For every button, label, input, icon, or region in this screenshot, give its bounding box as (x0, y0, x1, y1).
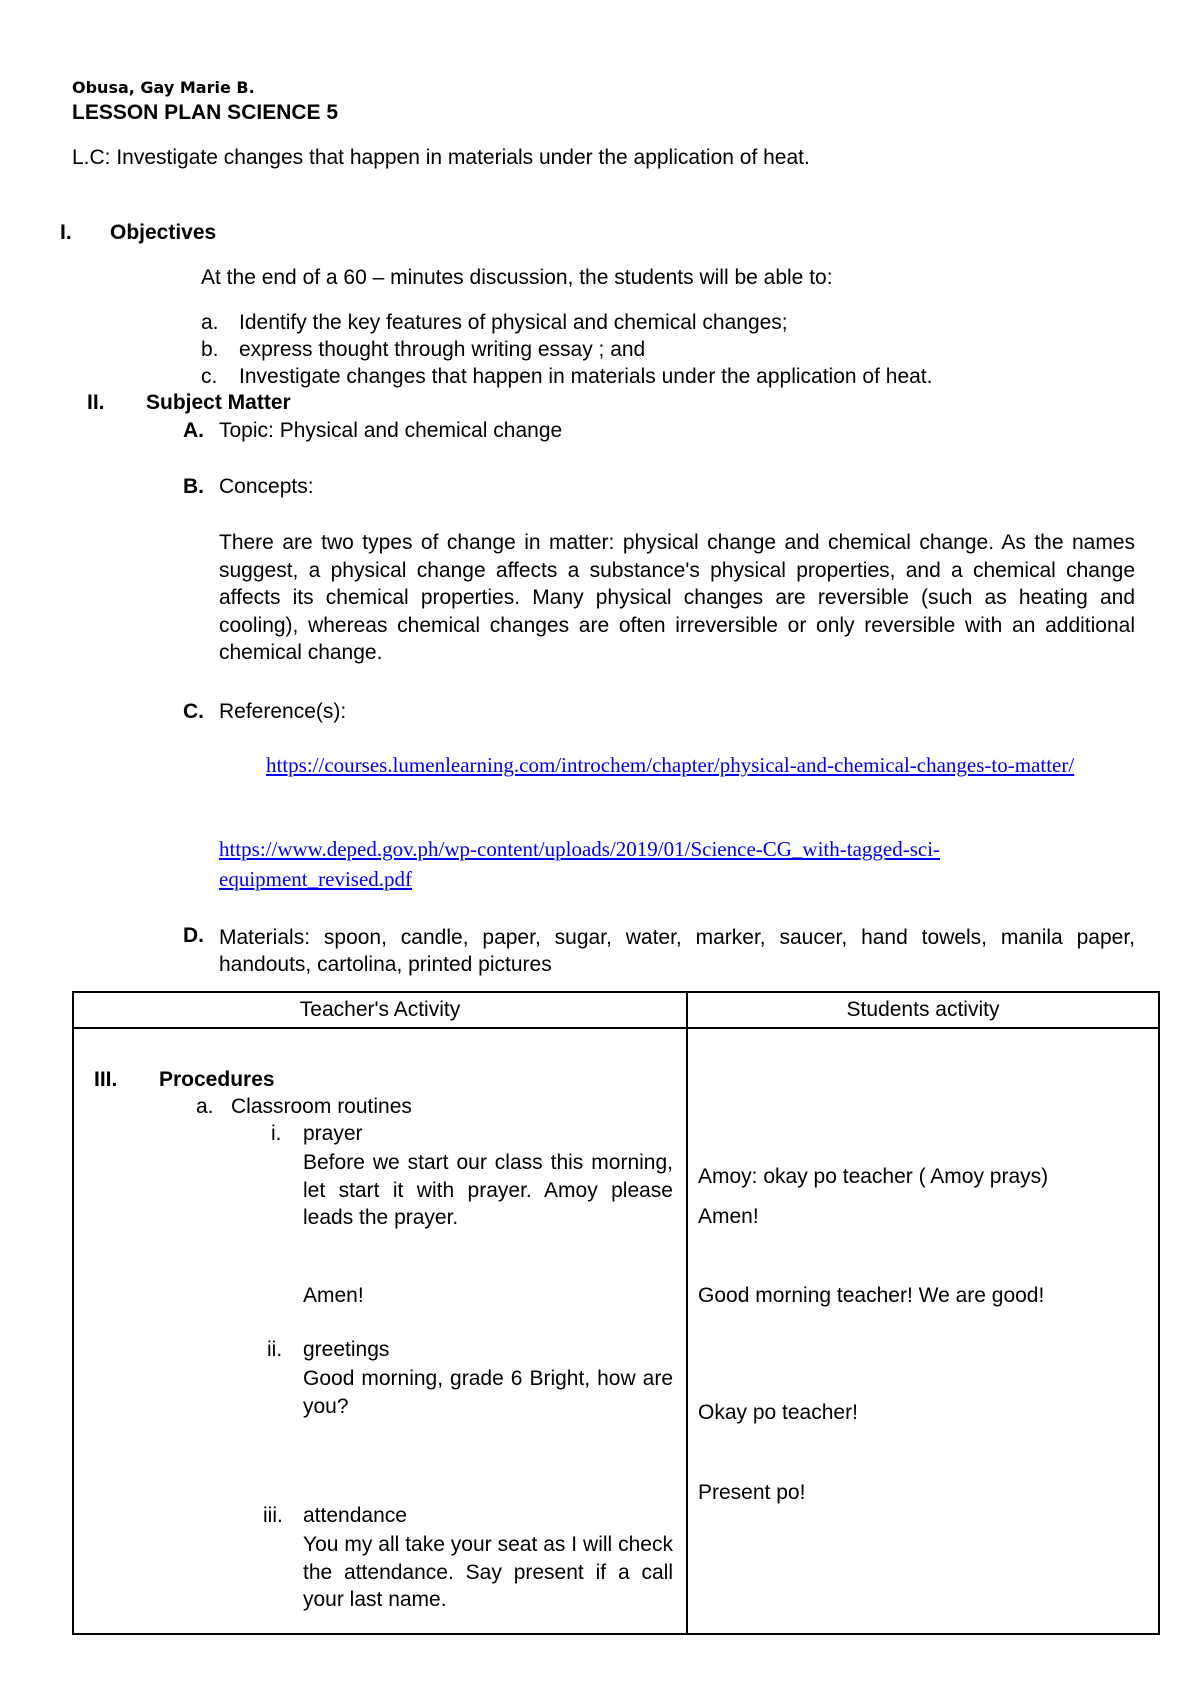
concepts-paragraph: There are two types of change in matter: physical change and chemical change. As the names suggest, a physical change affects a substance's physical properties, and a chemical change affects its chemical properties. Many physical changes are reversible (such as heating and cooling), whereas chemical changes are often irreversible or only reversible with an additional chemical change. (219, 531, 1135, 664)
student-present-response: Present po! (698, 1481, 806, 1504)
column-header-students: Students activity (687, 992, 1159, 1028)
reference-link-deped[interactable]: https://www.deped.gov.ph/wp-content/uploads/2019/01/Science-CG_with-tagged-sci-equipment_revised.pdf (219, 837, 941, 891)
objective-item: express thought through writing essay ; and (239, 338, 646, 361)
subject-matter-heading: Subject Matter (146, 391, 291, 414)
learning-competency: L.C: Investigate changes that happen in materials under the application of heat. (72, 146, 810, 169)
objectives-heading: Objectives (110, 221, 217, 244)
topic: Topic: Physical and chemical change (219, 419, 563, 442)
author-name: Obusa, Gay Marie B. (72, 78, 255, 97)
greetings-text: Good morning, grade 6 Bright, how are you? (303, 1367, 673, 1418)
greetings-label: greetings (303, 1338, 390, 1361)
column-header-teacher: Teacher's Activity (73, 992, 687, 1028)
students-activity-cell (687, 1028, 1159, 1634)
teacher-activity-cell (73, 1028, 687, 1634)
routines-letter: a. (196, 1095, 214, 1118)
document-title: LESSON PLAN SCIENCE 5 (72, 101, 339, 124)
procedures-heading: Procedures (159, 1068, 275, 1091)
subject-matter-numeral: II. (87, 391, 105, 414)
materials-letter: D. (183, 924, 204, 947)
attendance-label: attendance (303, 1504, 407, 1527)
objectives-intro: At the end of a 60 – minutes discussion, the students will be able to: (201, 266, 833, 289)
concepts-label: Concepts: (219, 475, 314, 498)
attendance-text: You my all take your seat as I will check the attendance. Say present if a call your last name. (303, 1533, 673, 1611)
topic-letter: A. (183, 419, 204, 442)
objectives-numeral: I. (60, 221, 72, 244)
concepts-letter: B. (183, 475, 204, 498)
prayer-text: Before we start our class this morning, let start it with prayer. Amoy please leads the prayer. (303, 1151, 673, 1229)
materials-list: Materials: spoon, candle, paper, sugar, water, marker, saucer, hand towels, manila paper, handouts, cartolina, printed pictures (219, 926, 1135, 976)
prayer-label: prayer (303, 1122, 363, 1145)
student-amen: Amen! (698, 1205, 759, 1228)
references-letter: C. (183, 700, 204, 723)
attendance-numeral: iii. (263, 1504, 283, 1527)
objective-item: Identify the key features of physical and chemical changes; (239, 311, 788, 334)
procedures-table (72, 991, 1160, 1635)
objective-item-letter: c. (201, 365, 218, 388)
student-greeting-response: Good morning teacher! We are good! (698, 1284, 1045, 1307)
greetings-numeral: ii. (267, 1338, 283, 1361)
student-okay-response: Okay po teacher! (698, 1401, 858, 1424)
prayer-numeral: i. (271, 1122, 282, 1145)
objective-item: Investigate changes that happen in materials under the application of heat. (239, 365, 933, 388)
teacher-amen: Amen! (303, 1284, 364, 1307)
procedures-numeral: III. (94, 1068, 118, 1091)
routines-label: Classroom routines (231, 1095, 412, 1118)
objective-item-letter: b. (201, 338, 219, 361)
references-label: Reference(s): (219, 700, 347, 723)
student-prayer-response: Amoy: okay po teacher ( Amoy prays) (698, 1165, 1049, 1188)
objective-item-letter: a. (201, 311, 219, 334)
reference-link-lumenlearning[interactable]: https://courses.lumenlearning.com/introchem/chapter/physical-and-chemical-changes-to-matter/ (266, 753, 1075, 777)
